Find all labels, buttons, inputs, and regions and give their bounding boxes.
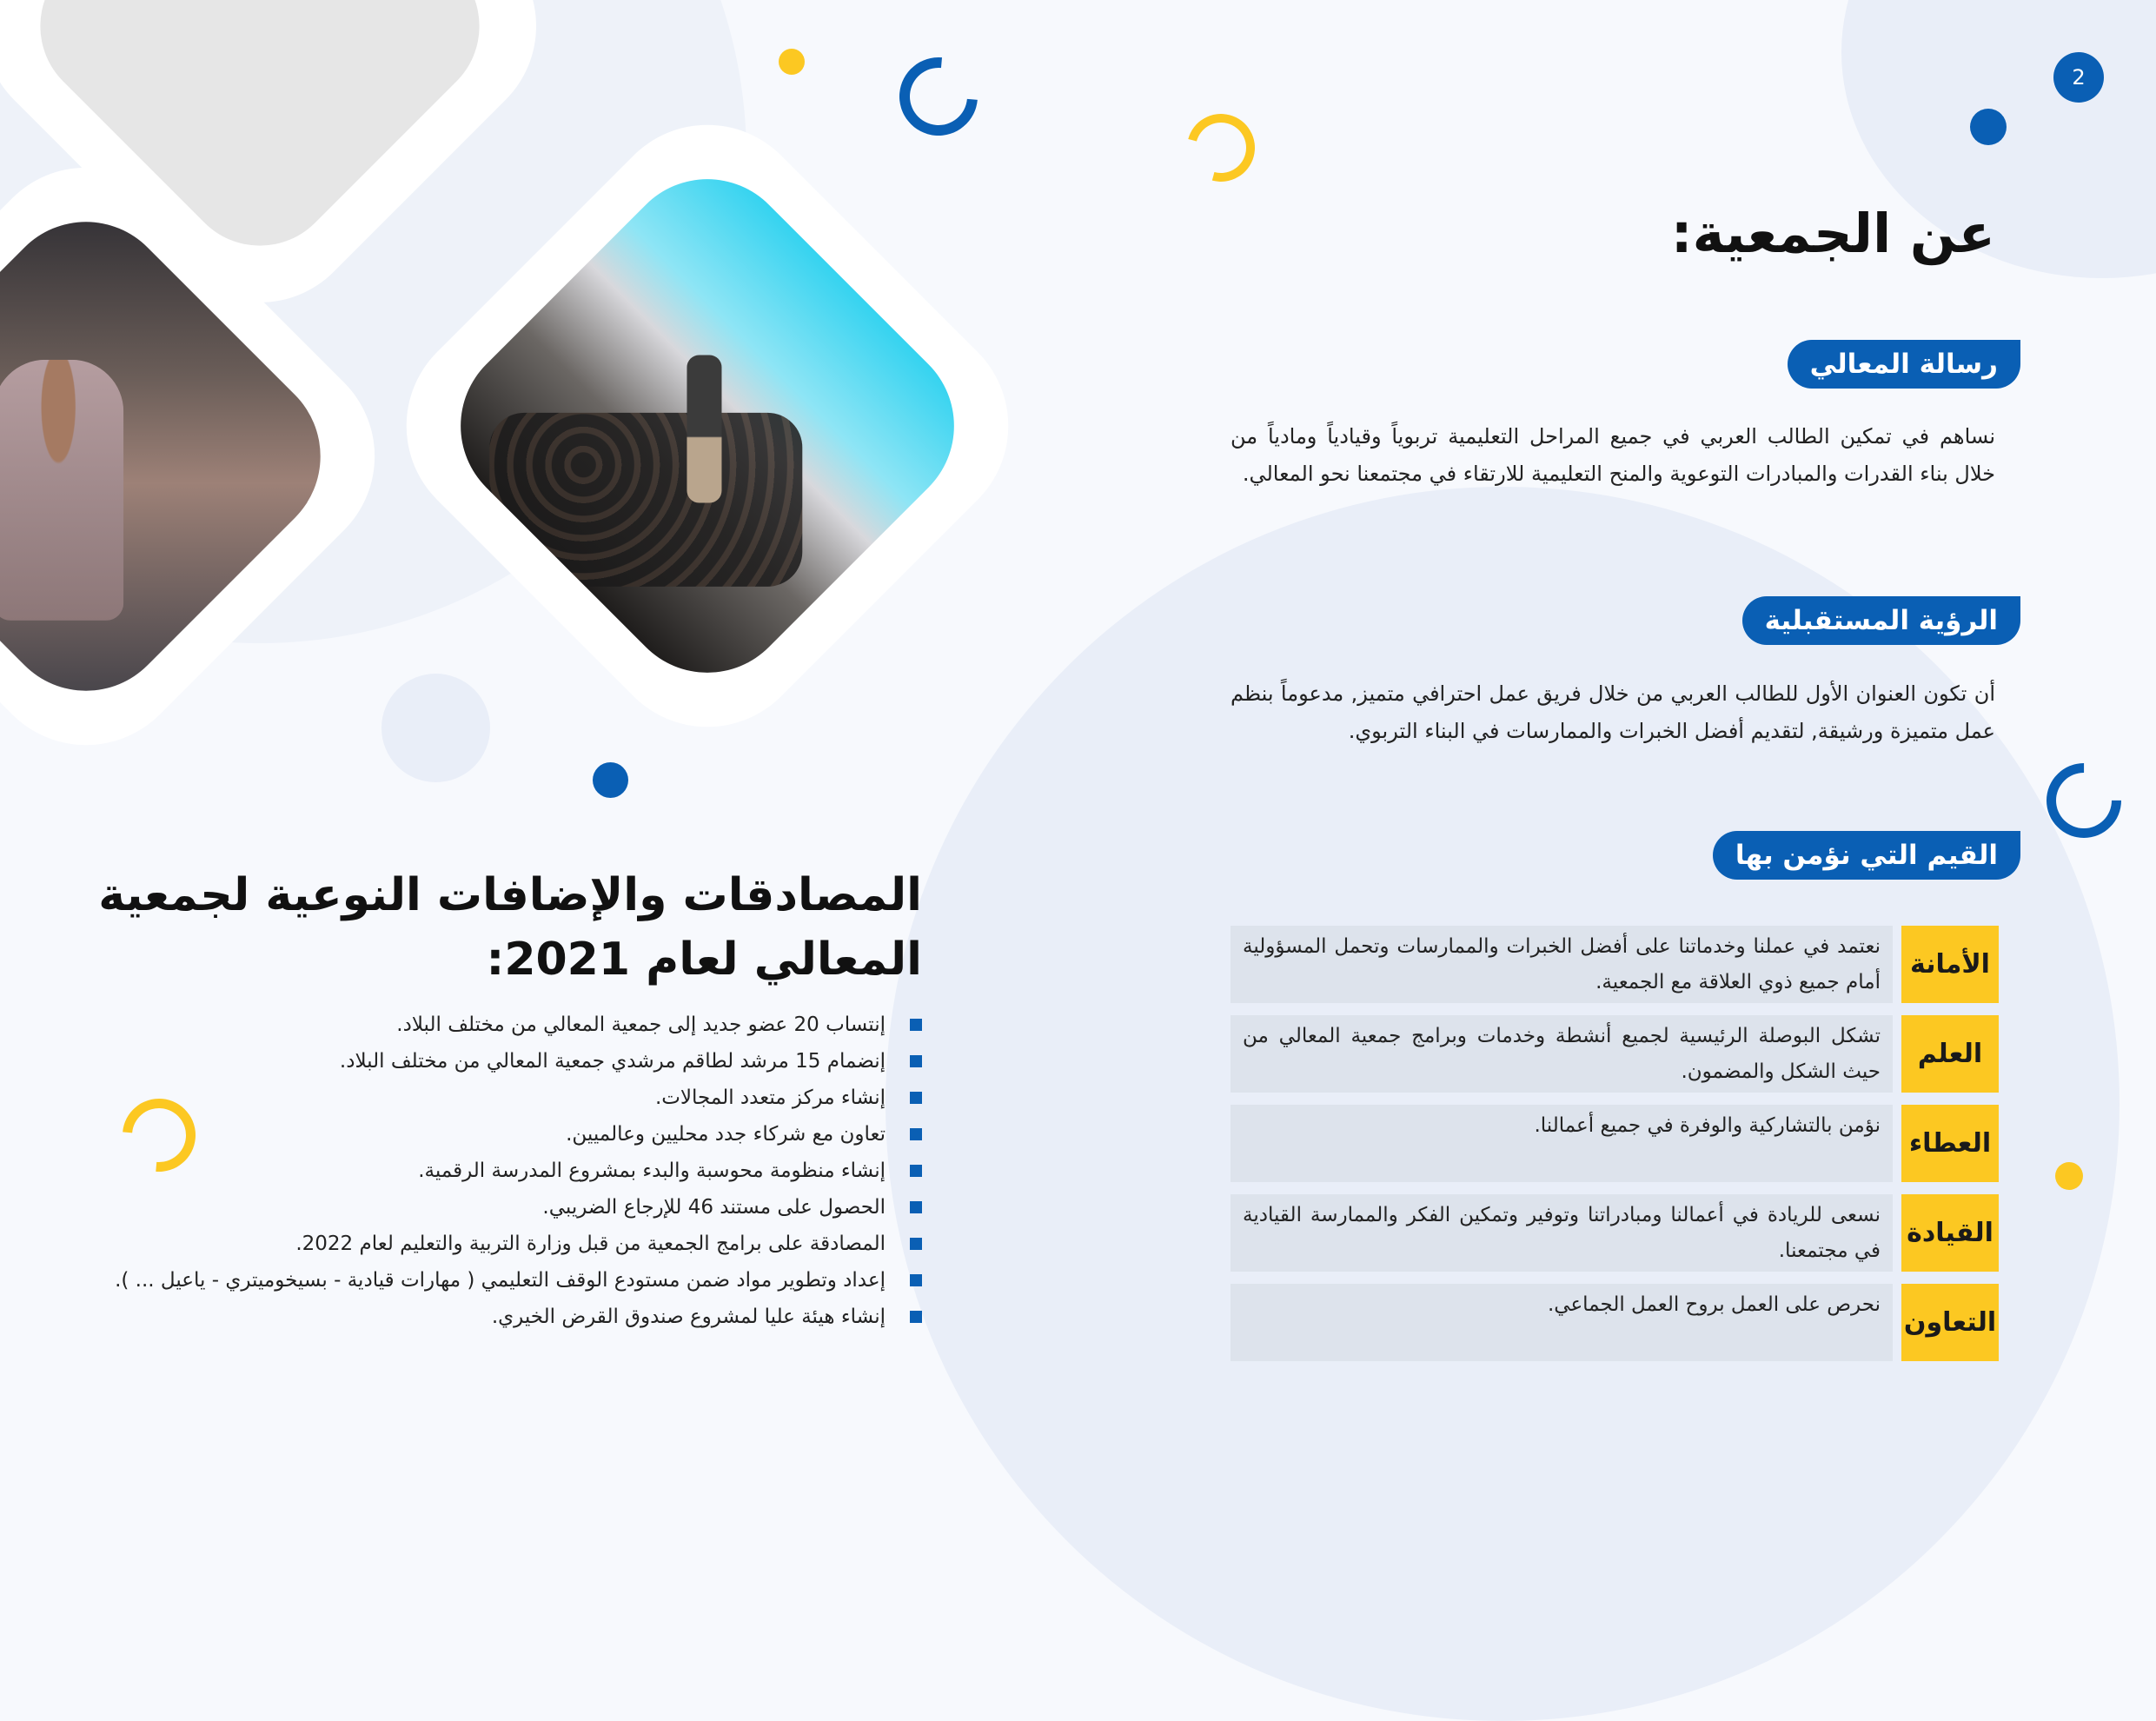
value-name: القيادة <box>1902 1194 2000 1272</box>
mission-text: نساهم في تمكين الطالب العربي في جميع المراحل التعليمية تربوياً وقيادياً ومادياً من خلال بناء القدرات والمبادرات التوعوية والمنح التعليمية للارتقاء في مجتمعنا نحو المعالي. <box>1231 424 1996 486</box>
value-name: الأمانة <box>1902 926 2000 1003</box>
page-number: 2 <box>2054 52 2105 103</box>
vision-label: الرؤية المستقبلية <box>1743 596 2021 645</box>
bullet-square-icon <box>911 1092 923 1104</box>
decorative-dot <box>2056 1162 2084 1190</box>
list-item <box>89 1226 923 1262</box>
list-item-text: الحصول على مستند 46 للإرجاع الضريبي. <box>543 1196 886 1219</box>
list-item-text: تعاون مع شركاء جدد محليين وعالميين. <box>567 1123 886 1146</box>
value-text: نؤمن بالتشاركية والوفرة في جميع أعمالنا. <box>1231 1105 1894 1182</box>
about-title: عن الجمعية: <box>1671 202 1996 265</box>
value-row <box>1231 926 2000 1003</box>
value-row <box>1231 1015 2000 1093</box>
value-text: نحرص على العمل بروح العمل الجماعي. <box>1231 1284 1894 1361</box>
list-item-text: إنشاء مركز متعدد المجالات. <box>655 1086 886 1109</box>
list-item <box>89 1189 923 1226</box>
bullet-square-icon <box>911 1019 923 1031</box>
bullet-square-icon <box>911 1128 923 1140</box>
list-item-text: المصادقة على برامج الجمعية من قبل وزارة التربية والتعليم لعام 2022. <box>296 1233 886 1255</box>
achievements-title: المصادقات والإضافات النوعية لجمعية المعالي لعام 2021: <box>99 869 923 986</box>
presenter-figure <box>687 355 722 503</box>
achievements-list <box>89 1007 923 1335</box>
decorative-dot <box>594 762 629 798</box>
list-item <box>89 1262 923 1299</box>
values-label: القيم التي نؤمن بها <box>1714 831 2021 880</box>
list-item-text: إنشاء منظومة محوسبة والبدء بمشروع المدرسة الرقمية. <box>419 1160 886 1182</box>
vision-text: أن تكون العنوان الأول للطالب العربي من خلال فريق عمل احترافي متميز, مدعوماً بنظم عمل متميزة ورشيقة, لتقديم أفضل الخبرات والممارسات في البناء التربوي. <box>1231 681 1996 743</box>
decorative-ring <box>1176 102 1269 195</box>
value-name: التعاون <box>1902 1284 2000 1361</box>
bullet-square-icon <box>911 1165 923 1177</box>
list-item <box>89 1299 923 1335</box>
list-item-text: إنتساب 20 عضو جديد إلى جمعية المعالي من مختلف البلاد. <box>397 1013 886 1036</box>
value-text: نسعى للريادة في أعمالنا ومبادراتنا وتوفير وتمكين الفكر والممارسة القيادية في مجتمعنا. <box>1231 1194 1894 1272</box>
list-item-text: إنشاء هيئة عليا لمشروع صندوق القرض الخيري. <box>492 1306 886 1328</box>
bullet-square-icon <box>911 1238 923 1250</box>
value-text: تشكل البوصلة الرئيسية لجميع أنشطة وخدمات وبرامج جمعية المعالي من حيث الشكل والمضمون. <box>1231 1015 1894 1093</box>
list-item <box>89 1116 923 1153</box>
person-figure <box>0 360 124 621</box>
value-row <box>1231 1194 2000 1272</box>
bullet-square-icon <box>911 1201 923 1213</box>
list-item <box>89 1153 923 1189</box>
bullet-square-icon <box>911 1311 923 1323</box>
value-name: العطاء <box>1902 1105 2000 1182</box>
values-table <box>1231 926 2000 1373</box>
value-row <box>1231 1105 2000 1182</box>
value-name: العلم <box>1902 1015 2000 1093</box>
list-item <box>89 1007 923 1043</box>
list-item-text: إعداد وتطوير مواد ضمن مستودع الوقف التعليمي ( مهارات قيادية - بسيخوميتري - ياعيل ... ). <box>116 1269 886 1292</box>
bullet-square-icon <box>911 1274 923 1286</box>
decorative-dot <box>1971 109 2007 145</box>
bullet-square-icon <box>911 1055 923 1067</box>
list-item <box>89 1080 923 1116</box>
decorative-dot <box>779 49 806 75</box>
decorative-ring <box>885 42 995 152</box>
mission-label: رسالة المعالي <box>1788 340 2021 389</box>
value-row <box>1231 1284 2000 1361</box>
value-text: نعتمد في عملنا وخدماتنا على أفضل الخبرات والممارسات وتحمل المسؤولية أمام جميع ذوي العلاقة مع الجمعية. <box>1231 926 1894 1003</box>
background-blob <box>382 674 491 782</box>
list-item <box>89 1043 923 1080</box>
list-item-text: إنضمام 15 مرشد لطاقم مرشدي جمعية المعالي من مختلف البلاد. <box>340 1050 886 1073</box>
